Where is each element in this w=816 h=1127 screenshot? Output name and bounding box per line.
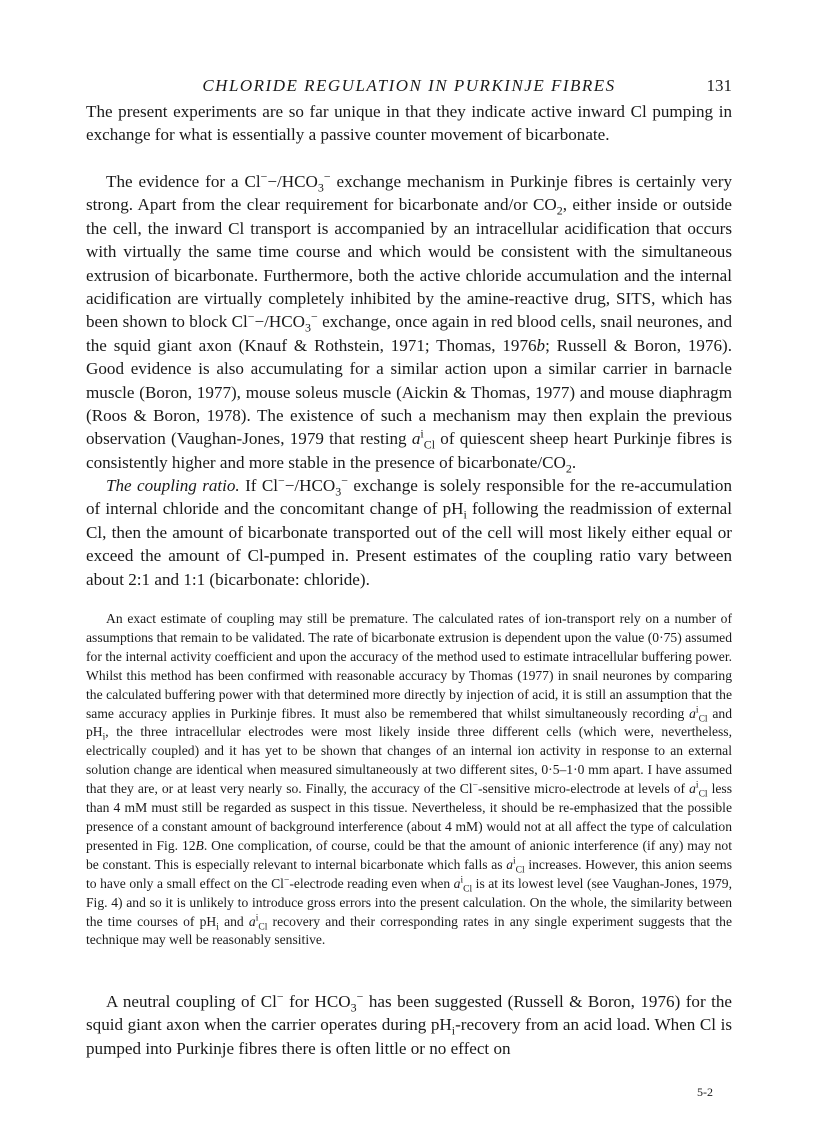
paragraph-3: The coupling ratio. If $Cl^--/HCO_3^-$ exchange is solely responsible for the re-accumulation of internal chloride and the concomitant change of $pH_i$ following the readmission of external Cl, then the amount of bicarbonate transported out of the cell will most likely either equal or exceed the amount of Cl-pumped in. Present estimates of the coupling ratio vary between about 2:1 and 1:1 (bicarbonate: chloride). (86, 473, 732, 589)
page-number: 131 (706, 76, 732, 95)
section-heading: The coupling ratio. (106, 476, 240, 495)
paragraph-1: The present experiments are so far unique in that they indicate active inward Cl pumping in exchange for what is essentially a passive counter movement of bicarbonate. (86, 102, 732, 145)
page-header (86, 74, 732, 100)
small-print-paragraph: An exact estimate of coupling may still be premature. The calculated rates of ion-transport rely on a number of assumptions that remain to be validated. The rate of bicarbonate extrusion is dependent upon the value (0·75) assumed for the internal activity coefficient and upon the accuracy of the method used to estimate intracellular buffering power. Whilst this method has been confirmed with reasonable accuracy by Thomas (1977) in snail neurones by comparing the calculated buffering power with that determined more directly by injection of acid, it is still an assumption that the same accuracy applies in Purkinje fibres. It must also be remembered that whilst simultaneously recording $a^i_{Cl}$ and $pH_i$, the three intracellular electrodes were most likely inside three different cells (which were, nevertheless, electrically coupled) and it has yet to be shown that changes of an internal ion activity in response to an external solution change are identical when measured simultaneously at two different sites, 0·5–1·0 mm apart. I have assumed that they are, or at least very nearly so. Finally, the accuracy of the Cl−-sensitive micro-electrode at levels of $a^i_{Cl}$ less than 4 mM must still be regarded as suspect in this tissue. Nevertheless, it should be re-emphasized that the possible presence of a constant amount of background interference (about 4 mM) would not at all affect the type of calculation presented in Fig. 12B. One complication, of course, could be that the amount of anionic interference (if any) may not be constant. This is especially relevant to internal bicarbonate which falls as $a^i_{Cl}$ increases. However, this anion seems to have only a small effect on the Cl−-electrode reading even when $a^i_{Cl}$ is at its lowest level (see Vaughan-Jones, 1979, Fig. 4) and so it is unlikely to introduce gross errors into the present calculation. On the whole, the similarity between the time courses of $pH_i$ and $a^i_{Cl}$ recovery and their corresponding rates in any single experiment suggests that the technique may well be reasonably sensitive. (86, 611, 733, 948)
running-title: CHLORIDE REGULATION IN PURKINJE FIBRES (202, 76, 616, 95)
signature-mark: 5-2 (697, 1085, 713, 1099)
paragraph-2: The evidence for a $Cl^--/HCO_3^-$ exchange mechanism in Purkinje fibres is certainly very strong. Apart from the clear requirement for bicarbonate and/or $CO_2$, either inside or outside the cell, the inward Cl transport is accompanied by an intracellular acidification that occurs with virtually the same time course and which would be consistent with the simultaneous extrusion of bicarbonate. Furthermore, both the active chloride accumulation and the internal acidification are virtually completely inhibited by the amine-reactive drug, SITS, which has been shown to block $Cl^--/HCO_3^-$ exchange, once again in red blood cells, snail neurones, and the squid giant axon (Knauf & Rothstein, 1971; Thomas, 1976b; Russell & Boron, 1976). Good evidence is also accumulating for a similar action upon a similar carrier in barnacle muscle (Boron, 1977), mouse soleus muscle (Aickin & Thomas, 1977) and mouse diaphragm (Roos & Boron, 1978). The existence of such a mechanism may then explain the previous observation (Vaughan-Jones, 1979 that resting $a^i_{Cl}$ of quiescent sheep heart Purkinje fibres is consistently higher and more stable in the presence of bicarbonate/$CO_2$. (86, 169, 732, 476)
paragraph-4: A neutral coupling of Cl− for $HCO_3^-$ has been suggested (Russell & Boron, 1976) for the squid giant axon when the carrier operates during $pH_i$-recovery from an acid load. When Cl is pumped into Purkinje fibres there is often little or no effect on (86, 989, 732, 1058)
chloride-activity-symbol: $a^i_{Cl}$ (411, 426, 436, 452)
